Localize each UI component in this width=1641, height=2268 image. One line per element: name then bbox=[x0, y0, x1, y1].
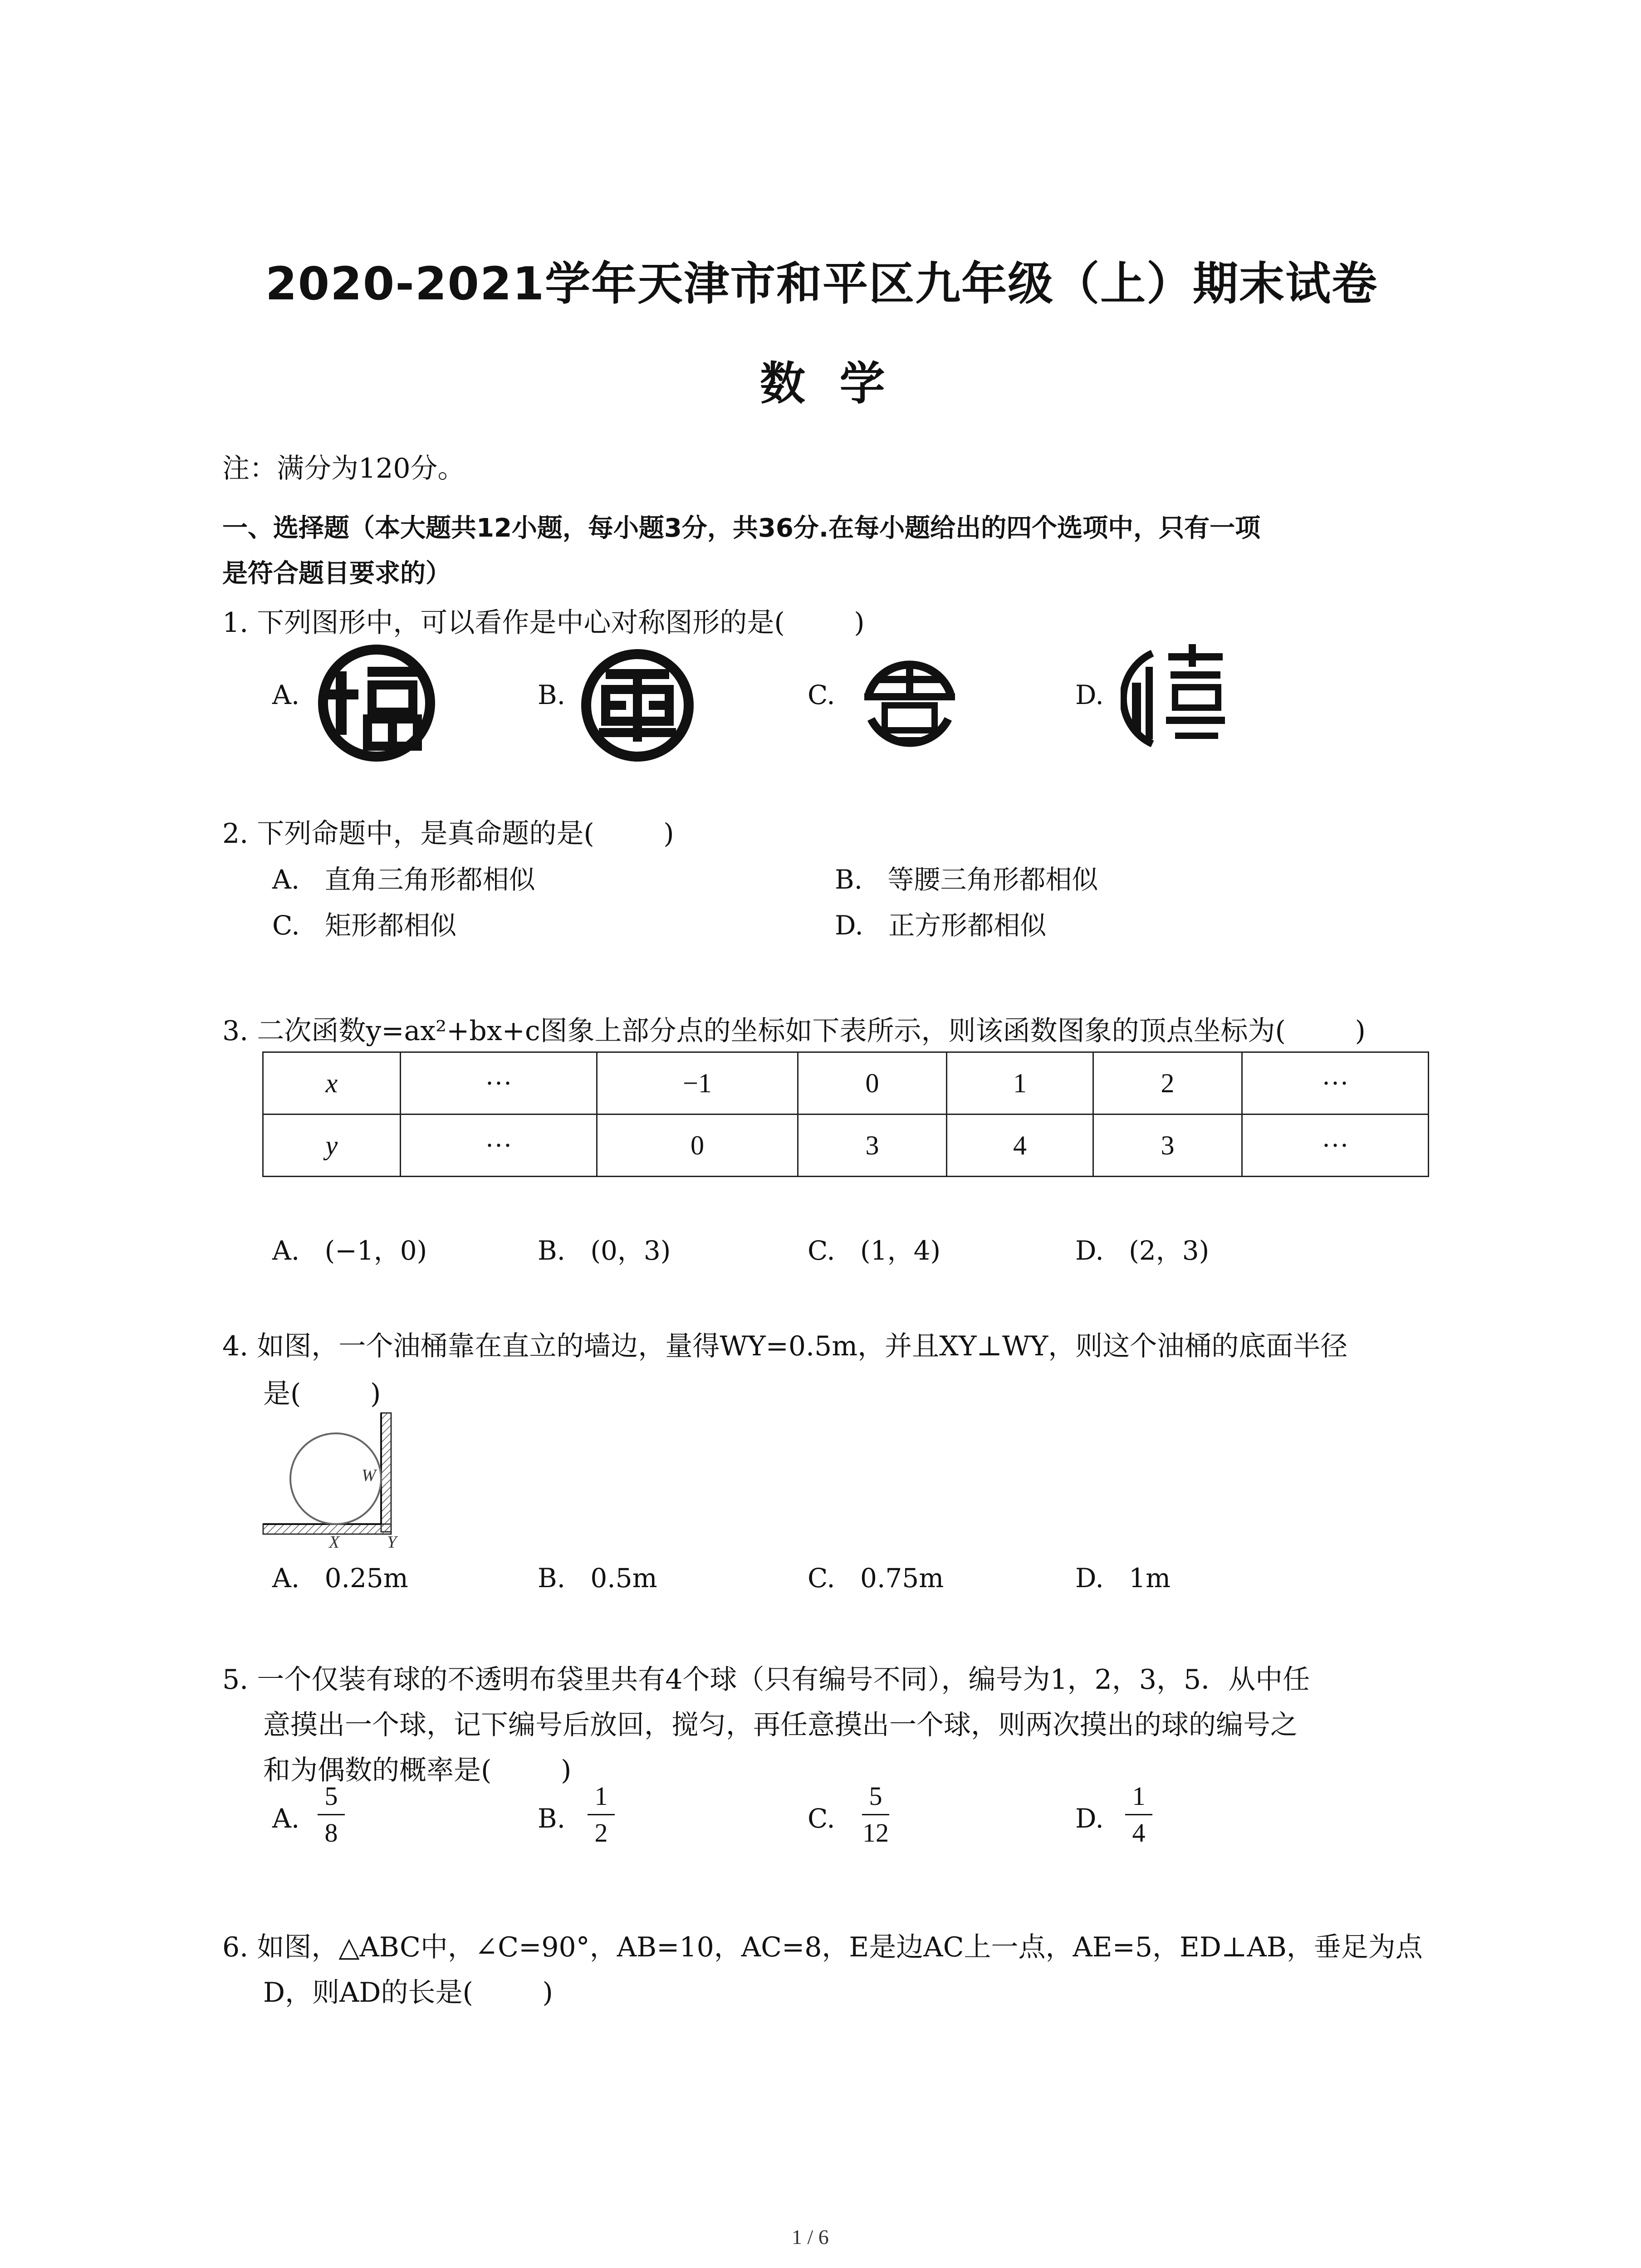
table-cell: y bbox=[263, 1114, 401, 1177]
q6-stem-line2: D，则AD的长是( ) bbox=[263, 1977, 553, 2009]
q2-option-c: C. 矩形都相似 bbox=[272, 910, 457, 941]
lu-seal-icon bbox=[581, 649, 694, 762]
figure-label-w: W bbox=[362, 1466, 376, 1485]
table-cell: ··· bbox=[401, 1052, 597, 1114]
q1-option-c-label: C. bbox=[808, 679, 835, 710]
page-title: 2020-2021学年天津市和平区九年级（上）期末试卷 bbox=[265, 257, 1378, 310]
q3-option-d: D. (2，3) bbox=[1075, 1235, 1210, 1266]
q5-option-a-label: A. bbox=[272, 1803, 300, 1834]
q2-option-d: D. 正方形都相似 bbox=[835, 910, 1047, 941]
table-cell: 0 bbox=[597, 1114, 798, 1177]
q3-option-b: B. (0，3) bbox=[538, 1235, 671, 1266]
fraction-bar bbox=[318, 1814, 345, 1815]
q1-option-d-label: D. bbox=[1075, 679, 1104, 710]
fraction-denominator: 4 bbox=[1132, 1818, 1146, 1848]
q3-option-a: A. (−1，0) bbox=[272, 1235, 427, 1266]
q3-option-c: C. (1，4) bbox=[808, 1235, 941, 1266]
q5-option-b-fraction bbox=[588, 1780, 615, 1849]
fraction-denominator: 8 bbox=[324, 1818, 338, 1848]
page-number: 1 / 6 bbox=[792, 2225, 829, 2248]
fraction-denominator: 2 bbox=[594, 1818, 608, 1848]
section-heading-line1: 一、选择题（本大题共12小题，每小题3分，共36分.在每小题给出的四个选项中，只有一项 bbox=[222, 513, 1261, 543]
table-cell: 2 bbox=[1093, 1052, 1242, 1114]
shou-seal-icon bbox=[853, 644, 966, 760]
page-subtitle: 数 学 bbox=[760, 357, 886, 410]
table-cell: ··· bbox=[1242, 1114, 1429, 1177]
fraction-bar bbox=[588, 1814, 615, 1815]
q1-stem: 1. 下列图形中，可以看作是中心对称图形的是( ) bbox=[222, 607, 865, 639]
q2-stem: 2. 下列命题中，是真命题的是( ) bbox=[222, 818, 674, 850]
q4-option-d: D. 1m bbox=[1075, 1563, 1171, 1593]
fraction-numerator: 1 bbox=[1132, 1781, 1146, 1811]
figure-label-x: X bbox=[329, 1533, 340, 1552]
xi-seal-icon bbox=[1121, 640, 1232, 758]
figure-label-y: Y bbox=[387, 1533, 397, 1552]
q4-stem-line2: 是( ) bbox=[263, 1378, 381, 1410]
score-note: 注：满分为120分。 bbox=[222, 453, 465, 484]
fu-seal-icon bbox=[318, 644, 436, 762]
table-cell: x bbox=[263, 1052, 401, 1114]
table-row bbox=[263, 1114, 1429, 1177]
q2-option-b: B. 等腰三角形都相似 bbox=[835, 864, 1098, 895]
fraction-denominator: 12 bbox=[862, 1818, 889, 1848]
fraction-bar bbox=[862, 1814, 889, 1815]
table-cell: −1 bbox=[597, 1052, 798, 1114]
q5-option-c-label: C. bbox=[808, 1803, 835, 1834]
q4-stem-line1: 4. 如图，一个油桶靠在直立的墙边，量得WY=0.5m，并且XY⊥WY，则这个油桶的底面半径 bbox=[222, 1330, 1348, 1362]
q5-stem-line2: 意摸出一个球，记下编号后放回，搅匀，再任意摸出一个球，则两次摸出的球的编号之 bbox=[263, 1709, 1298, 1741]
fraction-bar bbox=[1125, 1814, 1152, 1815]
table-row bbox=[263, 1052, 1429, 1114]
table-cell: 4 bbox=[947, 1114, 1093, 1177]
q4-option-b: B. 0.5m bbox=[538, 1563, 657, 1593]
table-cell: 0 bbox=[798, 1052, 947, 1114]
q5-option-a-fraction bbox=[318, 1780, 345, 1849]
q5-option-d-label: D. bbox=[1075, 1803, 1104, 1834]
q5-option-d-fraction bbox=[1125, 1780, 1152, 1849]
q5-option-b-label: B. bbox=[538, 1803, 566, 1834]
q3-value-table bbox=[262, 1051, 1429, 1177]
fraction-numerator: 1 bbox=[594, 1781, 608, 1811]
oil-drum-figure bbox=[261, 1408, 411, 1558]
q5-stem-line3: 和为偶数的概率是( ) bbox=[263, 1755, 572, 1786]
section-heading-line2: 是符合题目要求的） bbox=[222, 559, 451, 588]
q1-option-b-label: B. bbox=[538, 679, 566, 710]
table-cell: 1 bbox=[947, 1052, 1093, 1114]
fraction-numerator: 5 bbox=[324, 1781, 338, 1811]
q2-option-a: A. 直角三角形都相似 bbox=[272, 864, 535, 895]
table-cell: 3 bbox=[1093, 1114, 1242, 1177]
q3-stem: 3. 二次函数y=ax²+bx+c图象上部分点的坐标如下表所示，则该函数图象的顶点坐标为( ) bbox=[222, 1015, 1366, 1047]
fraction-numerator: 5 bbox=[869, 1781, 882, 1811]
q4-option-a: A. 0.25m bbox=[272, 1563, 408, 1593]
q1-option-a-label: A. bbox=[272, 679, 300, 710]
q5-option-c-fraction bbox=[862, 1780, 889, 1849]
q4-option-c: C. 0.75m bbox=[808, 1563, 944, 1593]
table-cell: ··· bbox=[1242, 1052, 1429, 1114]
table-cell: ··· bbox=[401, 1114, 597, 1177]
table-cell: 3 bbox=[798, 1114, 947, 1177]
q5-stem-line1: 5. 一个仅装有球的不透明布袋里共有4个球（只有编号不同），编号为1，2，3，5．从中任 bbox=[222, 1664, 1310, 1696]
q6-stem-line1: 6. 如图，△ABC中，∠C=90°，AB=10，AC=8，E是边AC上一点，AE=5，ED⊥AB，垂足为点 bbox=[222, 1931, 1423, 1963]
